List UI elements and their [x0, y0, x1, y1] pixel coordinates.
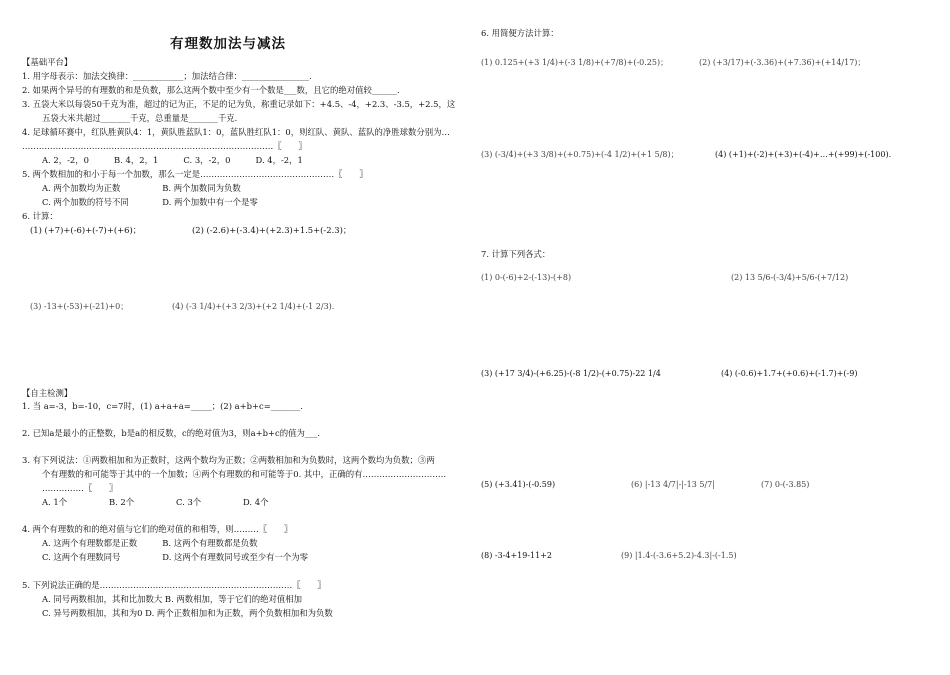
check-question-3-options: A. 1个 B. 2个 C. 3个 D. 4个: [42, 497, 269, 507]
simplify-part-4: (4) (+1)+(-2)+(+3)+(-4)+…+(+99)+(-100).: [715, 150, 892, 159]
calc-part-6: (6) |-13 4/7|-|-13 5/7|: [631, 480, 715, 489]
question-5: 5. 两个数相加的和小于每一个加数，那么一定是…………………………………………〖 〗: [22, 169, 368, 179]
check-question-2: 2. 已知a是最小的正整数，b是a的相反数，c的绝对值为3，则a+b+c的值为___.: [22, 428, 321, 438]
calc-part-2: (2) 13 5/6-(-3/4)+5/6-(+7/12): [731, 273, 849, 282]
calc-part-8: (8) -3-4+19-11+2: [481, 551, 553, 560]
question-6-part-1: (1) (+7)+(-6)+(-7)+(+6)；: [30, 225, 142, 235]
simplify-part-1: (1) 0.125+(+3 1/4)+(-3 1/8)+(+7/8)+(-0.25)；: [481, 58, 669, 67]
question-2: 2. 如果两个异号的有理数的和是负数，那么这两个数中至少有一个数是___数，且它的绝对值较______.: [22, 85, 400, 95]
simplify-part-3: (3) (-3/4)+(+3 3/8)+(+0.75)+(-4 1/2)+(+1 5/8)；: [481, 150, 679, 159]
section-basic: 【基础平台】: [22, 57, 73, 67]
check-question-3-line-1: 3. 有下列说法：①两数相加和为正数时，这两个数均为正数；②两数相加和为负数时，这两个数均为负数；③两: [22, 455, 435, 465]
question-4-line-2: ………………………………………………………………………………〖 〗: [22, 141, 307, 151]
check-question-1: 1. 当 a=-3，b=-10，c=7时，(1) a+a+a=_____；(2) a+b+c=_______.: [22, 401, 303, 411]
question-4-line-1: 4. 足球循环赛中，红队胜黄队4：1，黄队胜蓝队1：0，蓝队胜红队1：0，则红队、黄队、蓝队的净胜球数分别为…: [22, 127, 450, 137]
question-6-heading: 6. 用简便方法计算：: [481, 28, 559, 38]
check-question-5: 5. 下列说法正确的是……………………………………………………………〖 〗: [22, 580, 326, 590]
question-6-part-4: (4) (-3 1/4)+(+3 2/3)+(+2 1/4)+(-1 2/3).: [172, 302, 335, 311]
question-4-options: A. 2，-2，0 B. 4，2，1 C. 3，-2，0 D. 4，-2，1: [42, 155, 303, 165]
check-question-5-options-ab: A. 同号两数相加，其和比加数大 B. 两数相加，等于它们的绝对值相加: [42, 594, 303, 604]
question-6-part-3: (3) -13+(-53)+(-21)+0；: [30, 302, 129, 311]
question-5-options-ab: A. 两个加数均为正数 B. 两个加数同为负数: [42, 183, 241, 193]
check-question-4: 4. 两个有理数的和的绝对值与它们的绝对值的和相等，则………〖 〗: [22, 524, 293, 534]
calc-part-5: (5) (+3.41)-(-0.59): [481, 480, 556, 489]
calc-part-9: (9) |1.4-(-3.6+5.2)-4.3|-(-1.5): [621, 551, 737, 560]
check-question-5-options-cd: C. 异号两数相加，其和为0 D. 两个正数相加和为正数，两个负数相加和为负数: [42, 608, 333, 618]
check-question-3-line-2: 个有理数的和可能等于其中的一个加数；④两个有理数的和可能等于0. 其中，正确的有…………………………: [42, 469, 447, 479]
simplify-part-2: (2) (+3/17)+(-3.36)+(+7.36)+(+14/17)；: [699, 58, 866, 67]
page-title: 有理数加法与减法: [170, 36, 286, 52]
section-self-check: 【自主检测】: [22, 388, 73, 398]
question-6-part-2: (2) (-2.6)+(-3.4)+(+2.3)+1.5+(-2.3)；: [192, 225, 352, 235]
calc-part-4: (4) (-0.6)+1.7+(+0.6)+(-1.7)+(-9): [721, 369, 858, 378]
check-question-3-line-3: ……………〖 〗: [42, 483, 118, 493]
question-3-line-1: 3. 五袋大米以每袋50千克为准，超过的记为正，不足的记为负，称重记录如下：+4.5、-4，+2.3、-3.5，+2.5，这: [22, 99, 456, 109]
check-question-4-options-cd: C. 这两个有理数同号 D. 这两个有理数同号或至少有一个为零: [42, 552, 309, 562]
question-5-options-cd: C. 两个加数的符号不同 D. 两个加数中有一个是零: [42, 197, 258, 207]
calc-part-1: (1) 0-(-6)+2-(-13)-(+8): [481, 273, 572, 282]
calc-part-7: (7) 0-(-3.85): [761, 480, 810, 489]
question-3-line-2: 五袋大米共超过_______千克，总重量是_______千克.: [42, 113, 238, 123]
check-question-4-options-ab: A. 这两个有理数都是正数 B. 这两个有理数都是负数: [42, 538, 258, 548]
calc-part-3: (3) (+17 3/4)-(+6.25)-(-8 1/2)-(+0.75)-22 1/4: [481, 369, 661, 378]
question-1: 1. 用字母表示：加法交换律：____________；加法结合律：________________.: [22, 71, 312, 81]
question-6: 6. 计算：: [22, 211, 58, 221]
question-7-heading: 7. 计算下列各式：: [481, 249, 551, 259]
